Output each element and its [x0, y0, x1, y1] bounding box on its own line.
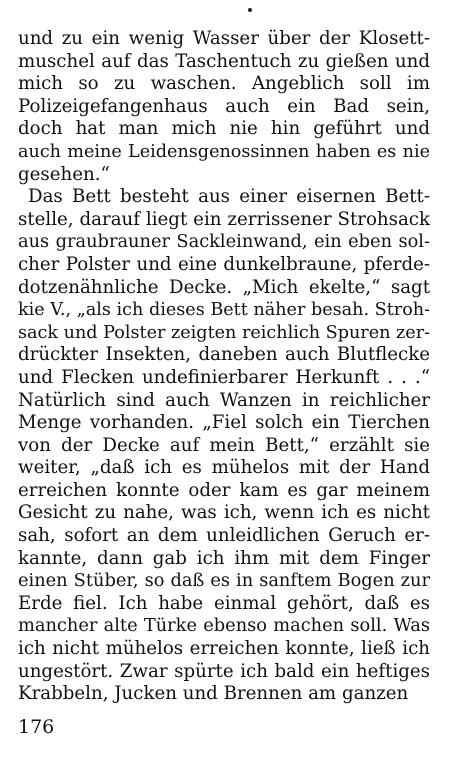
text-line: sack und Polster zeigten reichlich Spuren zer- — [18, 322, 430, 343]
text-line: cher Polster und eine dunkelbraune, pferde- — [18, 253, 430, 275]
text-line: stelle, darauf liegt ein zerrissener Strohsack — [18, 208, 430, 230]
text-line: mancher alte Türke ebenso machen soll. Was — [18, 615, 430, 637]
text-line: und zu ein wenig Wasser über der Klosett- — [18, 28, 430, 49]
text-line: drückter Insekten, daneben auch Blutflecke — [18, 344, 430, 366]
text-line: aus graubrauner Sackleinwand, ein eben sol- — [18, 231, 430, 253]
text-line: Gesicht zu nahe, was ich, wenn ich es nicht — [18, 502, 430, 524]
text-line: Menge vorhanden. „Fiel solch ein Tierchen — [18, 412, 430, 434]
text-line: kie V., „als ich dieses Bett näher besah. Stroh- — [18, 300, 430, 321]
text-line: ungestört. Zwar spürte ich bald ein heftiges — [18, 660, 430, 682]
text-line: Das Bett besteht aus einer eisernen Bett- — [28, 186, 430, 208]
text-line: mich so zu waschen. Angeblich soll im — [18, 73, 430, 95]
text-line: erreichen konnte oder kam es gar meinem — [18, 479, 430, 501]
text-line: muschel auf das Taschentuch zu gießen und — [18, 50, 430, 72]
text-line: und Flecken undefinierbarer Herkunft . . .“ — [18, 366, 430, 388]
text-line: sah, sofort an dem unleidlichen Geruch er- — [18, 525, 430, 547]
text-line: doch hat man mich nie hin geführt und — [18, 118, 430, 140]
text-line: Erde fiel. Ich habe einmal gehört, daß es — [18, 592, 430, 614]
text-line: Polizeigefangenhaus auch ein Bad sein, — [18, 95, 430, 117]
text-line: dotzenähnliche Decke. „Mich ekelte,“ sagt — [18, 276, 430, 298]
text-line: gesehen.“ — [18, 163, 110, 185]
text-line: Natürlich sind auch Wanzen in reichlicher — [18, 389, 430, 411]
text-line: von der Decke auf mein Bett,“ erzählt sie — [18, 434, 430, 456]
text-line: auch meine Leidensgenossinnen haben es nie — [18, 141, 430, 162]
text-line: kannte, dann gab ich ihm mit dem Finger — [18, 547, 430, 569]
text-line: ich nicht mühelos erreichen konnte, ließ ich — [18, 638, 430, 660]
body-text — [18, 28, 430, 706]
text-line: Krabbeln, Jucken und Brennen am ganzen — [18, 683, 409, 705]
text-line: einen Stüber, so daß es in sanftem Bogen zur — [18, 570, 430, 592]
top-dot-mark — [248, 8, 252, 12]
page-number: 176 — [18, 716, 55, 738]
text-line: weiter, „daß ich es mühelos mit der Hand — [18, 457, 430, 479]
